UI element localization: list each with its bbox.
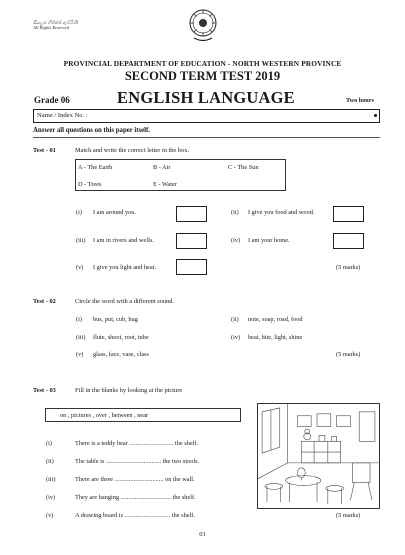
test3-q5-sentence[interactable]: A drawing board is ............................. the shelf. (75, 512, 195, 519)
test2-q2-number: (ii) (231, 316, 239, 323)
page-number: 01 (199, 531, 206, 538)
word-bank-box (45, 408, 241, 422)
test1-q5-number: (v) (76, 264, 84, 271)
test2-q3-number: (iii) (76, 334, 86, 341)
option-a: A - The Earth (78, 164, 113, 171)
grade-label: Grade 06 (34, 95, 70, 105)
test3-q2-number: (ii) (46, 458, 54, 465)
room-scene-illustration (257, 403, 380, 509)
test2-label: Test - 02 (33, 298, 56, 305)
test2-q1-number: (i) (76, 316, 82, 323)
test3-q1-number: (i) (46, 440, 52, 447)
test3-label: Test - 03 (33, 387, 56, 394)
option-b: B - Air (153, 164, 171, 171)
test1-q3-number: (iii) (76, 237, 86, 244)
subject-title: ENGLISH LANGUAGE (117, 88, 295, 107)
option-c: C - The Sun (228, 164, 259, 171)
term-title: SECOND TERM TEST 2019 (124, 69, 281, 83)
test2-q5-number: (v) (76, 351, 84, 358)
option-e: E - Water (153, 181, 177, 188)
test1-q2-answer-box[interactable] (333, 206, 364, 222)
test1-q4-number: (iv) (231, 237, 241, 244)
test3-marks: (5 marks) (336, 512, 361, 519)
test2-q4-number: (iv) (231, 334, 241, 341)
field-dot-marker (374, 114, 377, 117)
test2-q1-words[interactable]: bus, put, cub, hug (93, 316, 138, 323)
test2-marks: (5 marks) (336, 351, 361, 358)
test1-label: Test - 01 (33, 147, 56, 154)
test3-q3-number: (iii) (46, 476, 56, 483)
test1-options-box (75, 159, 286, 191)
test3-q4-sentence[interactable]: They are hanging ................................ the shelf. (75, 494, 196, 501)
copyright-line-sinhala: සියලුම හිමිකම් ඇවිරිණි (33, 20, 78, 25)
test1-q3-answer-box[interactable] (176, 233, 207, 249)
test1-q3-text: I am in rivers and wells. (93, 237, 154, 244)
copyright-notice (33, 20, 78, 31)
name-index-label: Name / Index No. : (37, 112, 88, 119)
test1-q4-answer-box[interactable] (333, 233, 364, 249)
test1-q2-text: I give you food and wood. (248, 209, 315, 216)
copyright-line-english: All Rights Reserved (33, 25, 70, 31)
provincial-emblem-logo (188, 6, 218, 44)
test1-q1-answer-box[interactable] (176, 206, 207, 222)
test2-q5-words[interactable]: glass, face, vase, class (93, 351, 149, 358)
option-d: D - Trees (78, 181, 102, 188)
test3-q5-number: (v) (46, 512, 54, 519)
test1-instruction: Match and write the correct letter in the box. (75, 147, 190, 154)
test3-q1-sentence[interactable]: There is a teddy bear ............................ the shelf. (75, 440, 199, 447)
test2-q2-words[interactable]: note, soap, road, food (248, 316, 303, 323)
name-index-field[interactable] (33, 109, 380, 123)
test1-q4-text: I am your home. (248, 237, 290, 244)
test1-q1-number: (i) (76, 209, 82, 216)
test3-instruction: Fill in the blanks by looking at the picture (75, 387, 183, 394)
test1-q1-text: I am around you. (93, 209, 137, 216)
duration-label: Two hours (346, 97, 374, 104)
department-heading: PROVINCIAL DEPARTMENT OF EDUCATION - NORTH WESTERN PROVINCE (63, 59, 342, 68)
section-divider (33, 137, 380, 138)
test2-instruction: Circle the word with a different sound. (75, 298, 175, 305)
test3-q4-number: (iv) (46, 494, 56, 501)
test2-q4-words[interactable]: beat, bite, light, shine (248, 334, 303, 341)
test1-q5-text: I give you light and heat. (93, 264, 156, 271)
test1-marks: (5 marks) (336, 264, 361, 271)
word-bank: on , pictures , over , between , near (60, 412, 149, 419)
answer-all-instruction: Answer all questions on this paper itself. (33, 127, 151, 134)
test2-q3-words[interactable]: flute, shoot, root, tube (93, 334, 149, 341)
test3-q2-sentence[interactable]: The table is ................................... the two stools. (75, 458, 200, 465)
test1-q2-number: (ii) (231, 209, 239, 216)
test1-q5-answer-box[interactable] (176, 259, 207, 275)
test3-q3-sentence[interactable]: There are three ............................... on the wall. (75, 476, 195, 483)
